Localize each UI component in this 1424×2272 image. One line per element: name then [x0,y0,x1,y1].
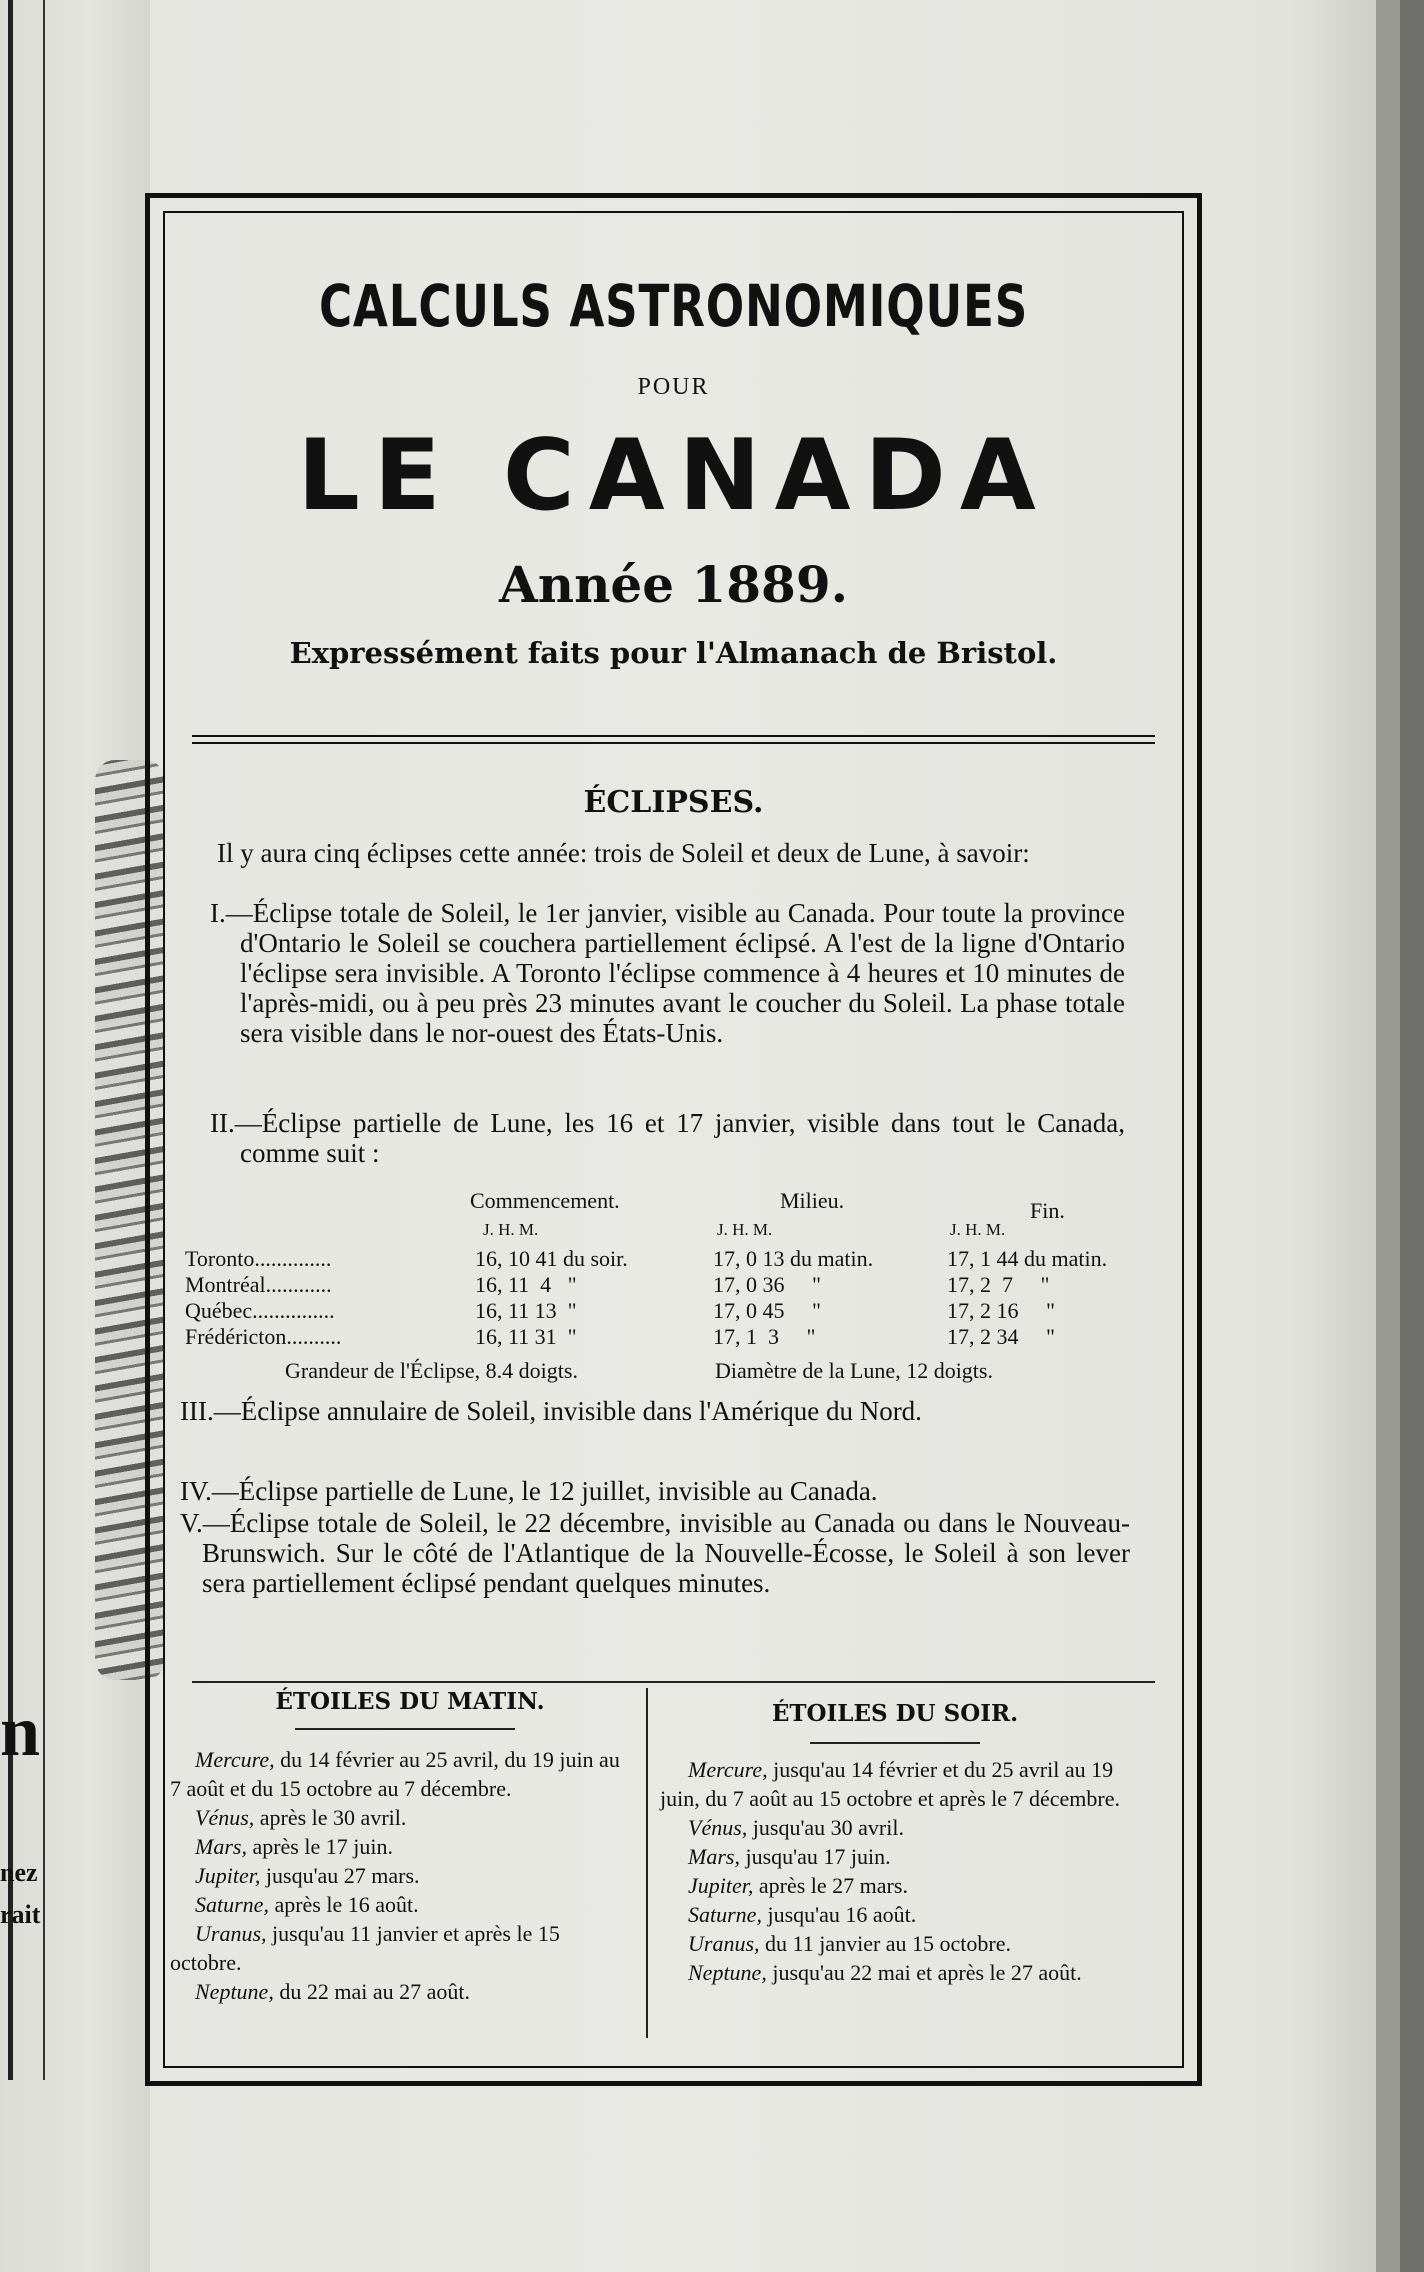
previous-page-word: rait [0,1900,41,1929]
evening-stars-list [660,1755,1135,1987]
list-item: Saturne, jusqu'au 16 août. [688,1902,917,1927]
list-item: Uranus, jusqu'au 11 janvier et après le 15 octobre. [170,1921,560,1975]
list-item: Jupiter, jusqu'au 27 mars. [195,1863,420,1888]
year-heading: Année 1889. [498,555,849,614]
list-item: Mars, après le 17 juin. [195,1834,393,1859]
list-item: Mercure, jusqu'au 14 février et du 25 avril au 19 juin, du 7 août au 15 octobre et après le 7 décembre. [660,1757,1121,1811]
list-item: Mercure, du 14 février au 25 avril, du 19 juin au 7 août et du 15 octobre au 7 décembre. [170,1747,620,1801]
eclipses-heading: ÉCLIPSES. [583,785,764,820]
title-connector: POUR [637,374,710,400]
evening-heading-rule [810,1742,980,1744]
subtitle: Expressément faits pour l'Almanach de Bristol. [289,636,1058,670]
list-item: Neptune, jusqu'au 22 mai et après le 27 août. [688,1960,1082,1985]
previous-page-word: nez [0,1858,38,1887]
table-row: Québec............... 16, 11 13 " 17, 0 45 " 17, 2 16 " [185,1298,1055,1323]
previous-page-strip [0,0,150,2272]
list-item: Jupiter, après le 27 mars. [688,1873,908,1898]
list-item: Vénus, après le 30 avril. [195,1805,407,1830]
column-divider [646,1688,648,2038]
morning-heading-rule [295,1728,515,1730]
page-title: CALCULS ASTRONOMIQUES [318,272,1029,340]
eclipse-magnitude-note: Grandeur de l'Éclipse, 8.4 doigts. [285,1358,578,1383]
eclipse-item: IV.—Éclipse partielle de Lune, le 12 juillet, invisible au Canada. [180,1476,878,1506]
list-item: Vénus, jusqu'au 30 avril. [688,1815,904,1840]
morning-stars-list [170,1745,635,2006]
evening-stars-heading: ÉTOILES DU SOIR. [771,1700,1019,1727]
table-row: Montréal............ 16, 11 4 " 17, 0 36 " 17, 2 7 " [185,1272,1050,1297]
double-rule [192,735,1155,744]
page-edge [1376,0,1400,2272]
column-header: Milieu. [780,1188,845,1213]
column-units: J. H. M. [483,1220,539,1239]
morning-stars-heading: ÉTOILES DU MATIN. [275,1688,545,1715]
table-row: Frédéricton.......... 16, 11 31 " 17, 1 3 " 17, 2 34 " [185,1324,1055,1349]
eclipse-item: III.—Éclipse annulaire de Soleil, invisible dans l'Amérique du Nord. [180,1396,922,1426]
column-units: J. H. M. [950,1220,1006,1239]
column-header: Commencement. [470,1188,620,1213]
list-item: Saturne, après le 16 août. [195,1892,419,1917]
list-item: Uranus, du 11 janvier au 15 octobre. [688,1931,1012,1956]
moon-diameter-note: Diamètre de la Lune, 12 doigts. [715,1358,993,1383]
table-row: Toronto.............. 16, 10 41 du soir. 17, 0 13 du matin. 17, 1 44 du matin. [185,1246,1108,1271]
eclipse-item: V.—Éclipse totale de Soleil, le 22 décembre, invisible au Canada ou dans le Nouveau-Brunswich. Sur le côté de l'Atlantique de la Nouvelle-Écosse, le Soleil à son lever sera partiellement éclipsé pendant quelques minutes. [180,1508,1130,1598]
astronomy-frame [145,193,1202,2086]
eclipses-intro: Il y aura cinq éclipses cette année: trois de Soleil et deux de Lune, à savoir: [217,838,1030,868]
column-header: Fin. [1030,1198,1065,1223]
eclipse-timing-table [185,1188,1135,1383]
country-title: LE CANADA [297,419,1050,533]
eclipse-item: II.—Éclipse partielle de Lune, les 16 et 17 janvier, visible dans tout le Canada, comme suit : [210,1108,1125,1168]
previous-page-letter: n [0,1691,41,1771]
eclipse-item: I.—Éclipse totale de Soleil, le 1er janvier, visible au Canada. Pour toute la province d'Ontario le Soleil se couchera partiellement éclipsé. A l'est de la ligne d'Ontario l'éclipse sera invisible. A Toronto l'éclipse commence à 4 heures et 10 minutes de l'après-midi, ou à peu près 23 minutes avant le coucher du Soleil. La phase totale sera visible dans le nor-ouest des États-Unis. [210,898,1125,1048]
list-item: Neptune, du 22 mai au 27 août. [195,1979,470,2004]
list-item: Mars, jusqu'au 17 juin. [688,1844,891,1869]
section-divider [192,1681,1155,1683]
column-units: J. H. M. [717,1220,773,1239]
